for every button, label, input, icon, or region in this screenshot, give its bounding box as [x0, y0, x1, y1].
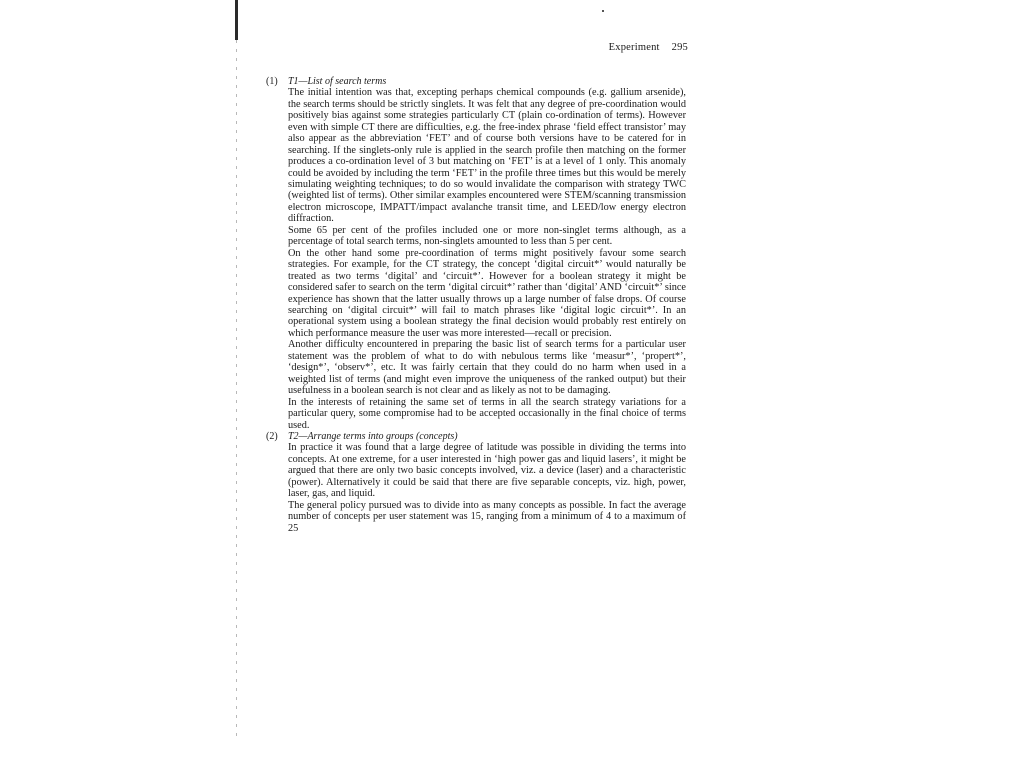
paragraph: The general policy pursued was to divide into as many concepts as possible. In fact the average number of concepts per user statement was 15, ranging from a minimum of 4 to a maximum of 25	[288, 499, 686, 534]
scan-edge-shadow	[236, 40, 237, 740]
scan-edge-mark	[235, 0, 238, 40]
paragraph: Another difficulty encountered in preparing the basic list of search terms for a particular user statement was the problem of what to do with nebulous terms like ‘measur*’, ‘propert*’, ‘design*’, ‘observ*’, etc. It was fairly certain that they could do no harm when used in a weighted list of terms (and might even improve the uniqueness of the ranked output) but their usefulness in a boolean search is not clear and as likely as not to be damaging.	[288, 339, 686, 397]
book-page	[266, 38, 690, 738]
section-heading	[266, 76, 686, 87]
running-header	[609, 42, 688, 53]
section-number: (2)	[266, 431, 278, 442]
paragraph: The initial intention was that, excepting perhaps chemical compounds (e.g. gallium arsenide), the search terms should be strictly singlets. It was felt that any degree of pre-coordination would positively bias against some strategies particularly CT (plain co-ordination of terms). However even with simple CT there are difficulties, e.g. the free-index phrase ‘field effect transistor’ may also appear as the abbreviation ‘FET’ and of course both versions have to be catered for in searching. If the singlets-only rule is applied in the search profile then matching on the former produces a co-ordination level of 3 but matching on ‘FET’ is at a level of 1 only. This anomaly could be avoided by including the term ‘FET’ in the profile three times but this would be merely simulating weighting techniques; to do so would invalidate the comparison with strategy TWC (weighted list of terms). Other similar examples encountered were STEM/scanning transmission electron microscope, IMPATT/impact avalanche transit time, and LEED/low energy electron diffraction.	[288, 87, 686, 225]
paragraph: Some 65 per cent of the profiles included one or more non-singlet terms although, as a percentage of total search terms, non-singlets amounted to less than 5 per cent.	[288, 224, 686, 248]
scan-speck	[602, 10, 604, 12]
paragraph: On the other hand some pre-coordination of terms might positively favour some search strategies. For example, for the CT strategy, the concept ‘digital circuit*’ would naturally be treated as two terms ‘digital’ and ‘circuit*’. However for a boolean strategy it might be considered safer to search on the term ‘digital circuit*’ rather than ‘digital’ AND ‘circuit*’ since experience has shown that the latter usually throws up a large number of false drops. Of course searching on ‘digital circuit*’ will fail to match phrases like ‘digital logic circuit*’. In an operational system using a boolean strategy the final decision would probably rest entirely on which performance measure the user was more interested—recall or precision.	[288, 247, 686, 339]
section-heading	[266, 431, 686, 442]
page-body	[266, 76, 686, 534]
section-title: T2—Arrange terms into groups (concepts)	[288, 431, 458, 442]
section-number: (1)	[266, 76, 278, 87]
paragraph: In the interests of retaining the same set of terms in all the search strategy variations for a particular query, some compromise had to be accepted occasionally in the final choice of terms used.	[288, 396, 686, 431]
section-title: T1—List of search terms	[288, 76, 387, 87]
page-number: 295	[671, 42, 688, 53]
running-header-title: Experiment	[608, 42, 660, 53]
paragraph: In practice it was found that a large degree of latitude was possible in dividing the terms into concepts. At one extreme, for a user interested in ‘high power gas and liquid lasers’, it might be argued that there are only two basic concepts involved, viz. a device (laser) and a characteristic (power). Alternatively it could be said that there are five separable concepts, viz. high, power, laser, gas, and liquid.	[288, 442, 686, 500]
